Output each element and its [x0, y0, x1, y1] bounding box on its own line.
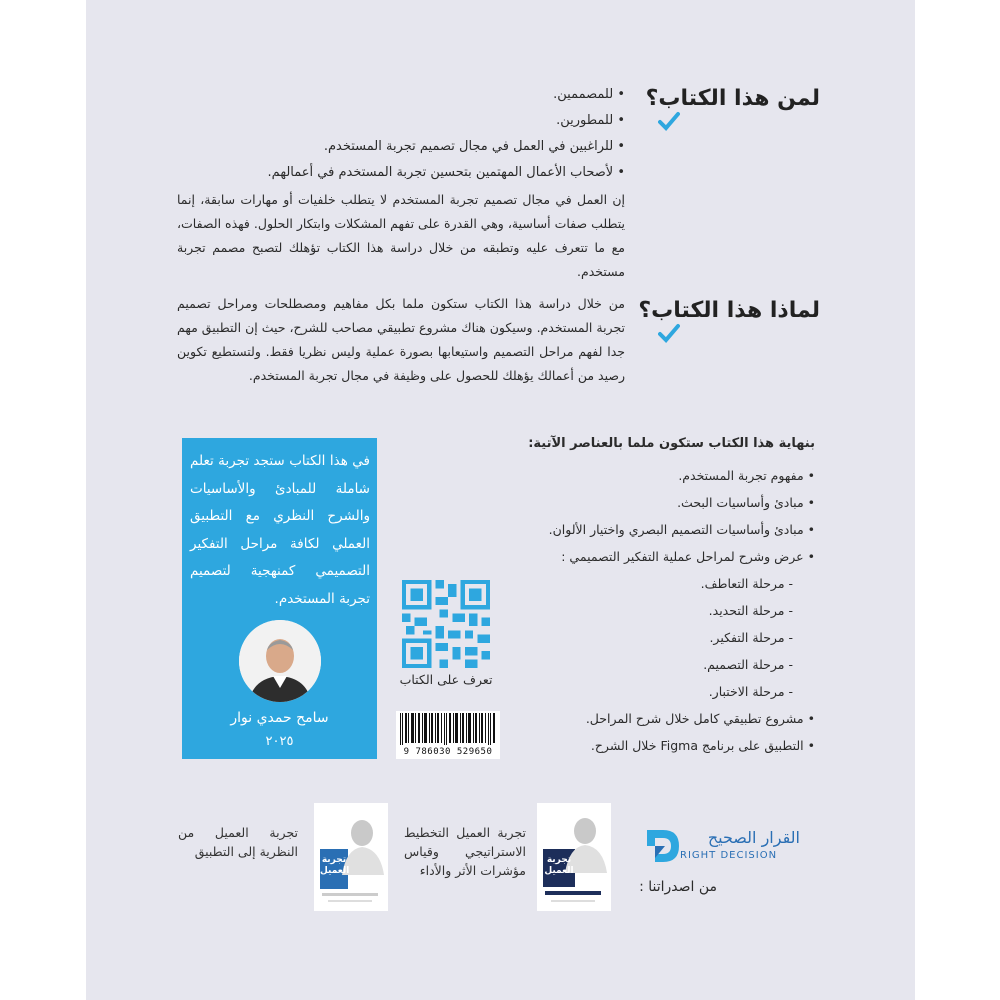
list-item: • مبادئ وأساسيات البحث.	[677, 495, 815, 510]
publisher-logo-icon	[643, 826, 683, 866]
list-item: • لأصحاب الأعمال المهتمين بتحسين تجربة المستخدم في أعمالهم.	[267, 165, 625, 180]
for-whom-paragraph: إن العمل في مجال تصميم تجربة المستخدم لا يتطلب خلفيات أو مهارات سابقة، إنما يتطلب صفات أساسية، وهي القدرة على تفهم المشكلات وابتكار الحلول. فهذه الصفات، مع ما تتعرف عليه وتطبقه من خلال دراسة هذا الكتاب تؤهلك لتصبح مصمم تجربة مستخدم.	[177, 192, 625, 279]
list-item: • للمطورين.	[556, 113, 625, 128]
author-portrait-icon	[239, 620, 321, 702]
section-title-for-whom: لمن هذا الكتاب؟	[645, 86, 820, 111]
list-item: - مرحلة التصميم.	[703, 657, 793, 672]
publisher-name-arabic: القرار الصحيح	[707, 828, 800, 847]
list-item: • عرض وشرح لمراحل عملية التفكير التصميمي :	[561, 549, 815, 564]
related-book-1-description: تجربة العميل من النظرية إلى التطبيق	[178, 825, 298, 859]
list-item: • التطبيق على برنامج Figma خلال الشرح.	[590, 738, 815, 753]
qr-label: تعرف على الكتاب	[399, 672, 493, 687]
isbn-number: 9 786030 529650	[403, 747, 493, 757]
check-icon	[658, 110, 680, 132]
blue-box-text: في هذا الكتاب ستجد تجربة تعلم شاملة للمبادئ والأساسيات والشرح النظري مع التطبيق العملي لكافة مراحل التفكير التصميمي كمنهجية لتصميم تجربة المستخدم.	[190, 453, 370, 607]
outcomes-list	[549, 462, 815, 759]
from-our-publications-label: من اصدراتنا :	[639, 879, 717, 895]
qr-code-icon[interactable]	[402, 580, 490, 668]
list-item: • للمصممين.	[553, 87, 625, 102]
publisher-name-english: RIGHT DECISION	[680, 850, 778, 861]
section-title-why: لماذا هذا الكتاب؟	[638, 298, 820, 323]
outcomes-title: بنهاية هذا الكتاب ستكون ملما بالعناصر الآتية:	[528, 436, 815, 451]
author-name: سامح حمدي نوار	[230, 710, 329, 726]
related-book-1-cover-title: تجربة العميل	[320, 855, 350, 876]
related-book-2-description: تجربة العميل التخطيط الاستراتيجي وقياس مؤشرات الأثر والأداء	[404, 825, 526, 878]
list-item: - مرحلة التعاطف.	[700, 576, 793, 591]
list-item: - مرحلة التفكير.	[709, 630, 793, 645]
related-book-2-cover[interactable]	[537, 803, 611, 911]
barcode-icon	[396, 711, 500, 745]
related-book-2-cover-title: تجربة العميل	[544, 855, 574, 876]
why-paragraph: من خلال دراسة هذا الكتاب ستكون ملما بكل مفاهيم ومصطلحات ومراحل تصميم تجربة المستخدم. وسيكون هناك مشروع تطبيقي مصاحب للشرح، حيث إن التطبيق مهم جدا لفهم مراحل التصميم واستيعابها بصورة عملية وليس نظريا فقط. ولتستطيع تكوين رصيد من أعمالك يؤهلك للحصول على وظيفة في مجال تجربة المستخدم.	[177, 296, 625, 383]
list-item: - مرحلة الاختبار.	[708, 684, 793, 699]
related-book-1-cover[interactable]	[314, 803, 388, 911]
list-item: • مشروع تطبيقي كامل خلال شرح المراحل.	[585, 711, 815, 726]
list-item: - مرحلة التحديد.	[708, 603, 793, 618]
check-icon	[658, 322, 680, 344]
list-item: • مفهوم تجربة المستخدم.	[678, 468, 815, 483]
author-photo	[239, 620, 321, 702]
publication-year: ٢٠٢٥	[265, 734, 294, 749]
list-item: • مبادئ وأساسيات التصميم البصري واختيار الألوان.	[548, 522, 815, 537]
audience-list	[268, 82, 625, 186]
list-item: • للراغبين في العمل في مجال تصميم تجربة المستخدم.	[323, 139, 625, 154]
